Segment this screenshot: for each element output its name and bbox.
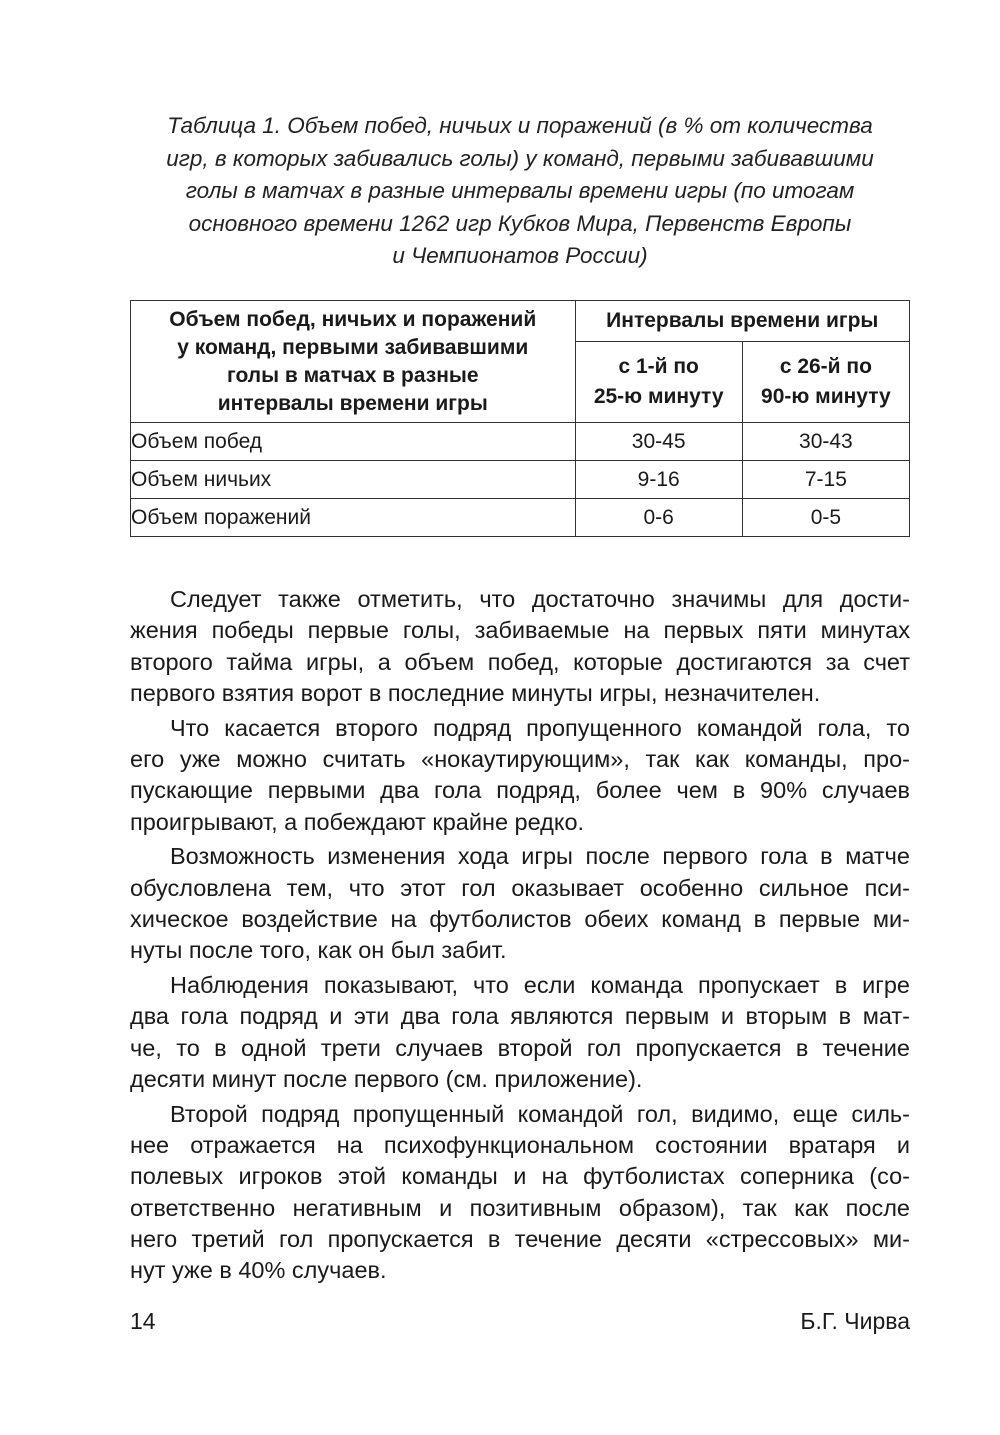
page-number: 14 <box>130 1308 156 1334</box>
body-text <box>130 584 910 1290</box>
text-line: два гола подряд и эти два гола являются первым и вторым в мат- <box>130 1003 910 1030</box>
text-line: нут уже в 40% случаев. <box>130 1257 387 1284</box>
paragraph <box>130 841 910 966</box>
text-line: него третий гол пропускается в течение десяти «стрессовых» ми- <box>130 1225 910 1252</box>
caption-line: игр, в которых забивались голы) у команд, первыми забивавшими <box>166 145 874 171</box>
row-header-line: голы в матчах в разные <box>227 363 479 387</box>
table-row <box>131 499 910 537</box>
value-cell: 7-15 <box>742 461 909 499</box>
text-line: хическое воздействие на футболистов обеих команд в первые ми- <box>130 905 910 932</box>
text-line: нуты после того, как он был забит. <box>130 937 507 964</box>
paragraph <box>130 970 910 1095</box>
text-line: десяти минут после первого (см. приложение). <box>130 1065 643 1092</box>
paragraph <box>130 584 910 709</box>
table-header-row <box>131 301 910 342</box>
text-line: нее отражается на психофункциональном состоянии вратаря и <box>130 1132 910 1159</box>
text-line: жения победы первые голы, забиваемые на первых пяти минутах <box>130 617 910 644</box>
value-cell: 0-6 <box>575 499 742 537</box>
value-cell: 9-16 <box>575 461 742 499</box>
caption-line: и Чемпионатов России) <box>392 243 648 268</box>
col-header-line: с 26-й по <box>779 355 872 378</box>
text-line: Следует также отметить, что достаточно значимы для дости- <box>170 586 910 612</box>
row-label-cell: Объем побед <box>131 423 576 461</box>
col-header-line: с 1-й по <box>618 355 699 378</box>
col-header-cell <box>575 342 742 423</box>
col-header-cell <box>742 342 909 423</box>
text-line: Возможность изменения хода игры после первого гола в матче <box>170 843 910 870</box>
text-line: ответственно негативным и позитивным образом), так как после <box>130 1194 910 1221</box>
caption-line: голы в матчах в разные интервалы времени игры (по итогам <box>185 178 855 203</box>
text-line: второго тайма игры, а объем побед, которые достигаются за счет <box>130 648 910 675</box>
results-table <box>130 300 910 537</box>
value-cell: 30-43 <box>742 423 909 461</box>
text-line: че, то в одной трети случаев второй гол пропускается в течение <box>130 1034 910 1061</box>
text-line: пускающие первыми два гола подряд, более чем в 90% случаев <box>130 777 910 804</box>
caption-line: основного времени 1262 игр Кубков Мира, Первенств Европы <box>188 210 852 236</box>
text-line: его уже можно считать «нокаутирующим», так как команды, про- <box>130 745 910 772</box>
row-header-line: интервалы времени игры <box>217 391 488 415</box>
paragraph <box>130 713 910 838</box>
group-header-cell: Интервалы времени игры <box>575 301 909 342</box>
text-line: Что касается второго подряд пропущенного командой гола, то <box>170 714 910 741</box>
row-label-cell: Объем ничьих <box>131 461 576 499</box>
text-line: первого взятия ворот в последние минуты игры, незначителен. <box>130 679 821 706</box>
paragraph <box>130 1099 910 1287</box>
row-header-cell <box>131 301 576 423</box>
table-row <box>131 461 910 499</box>
text-line: полевых игроков этой команды и на футболистах соперника (со- <box>130 1163 910 1190</box>
row-header-line: Объем побед, ничьих и поражений <box>169 307 537 331</box>
text-line: обусловлена тем, что этот гол оказывает особенно сильное пси- <box>130 874 910 901</box>
value-cell: 0-5 <box>742 499 909 537</box>
text-line: проигрывают, а побеждают крайне редко. <box>130 808 585 835</box>
row-label-cell: Объем поражений <box>131 499 576 537</box>
row-header-line: у команд, первыми забивавшими <box>177 335 529 359</box>
caption-line: Таблица 1. Объем побед, ничьих и поражений (в % от количества <box>167 113 873 138</box>
running-footer-author: Б.Г. Чирва <box>800 1308 910 1334</box>
text-line: Наблюдения показывают, что если команда пропускает в игре <box>170 972 910 999</box>
col-header-line: 25-ю минуту <box>593 385 724 408</box>
value-cell: 30-45 <box>575 423 742 461</box>
text-line: Второй подряд пропущенный командой гол, видимо, еще силь- <box>170 1100 910 1127</box>
table-row <box>131 423 910 461</box>
col-header-line: 90-ю минуту <box>761 385 891 408</box>
table-caption <box>150 110 890 273</box>
